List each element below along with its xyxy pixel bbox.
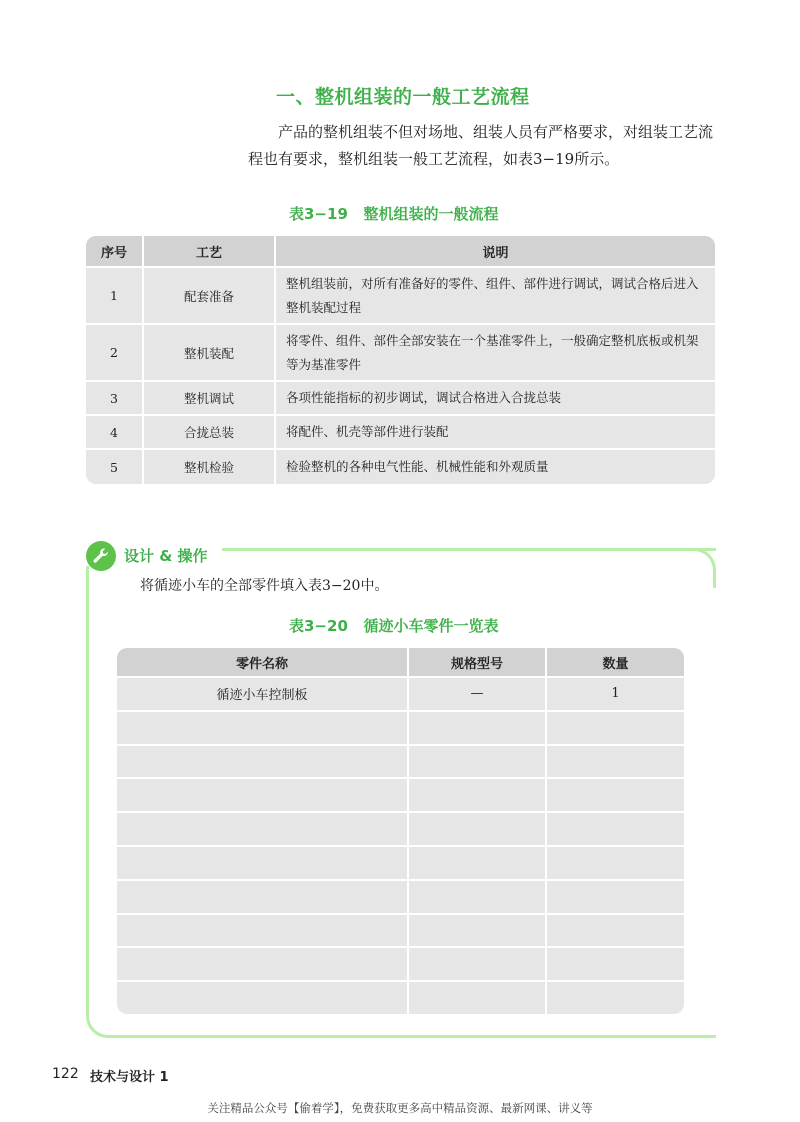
parts-row-model bbox=[409, 982, 545, 1014]
table-row-process: 配套准备 bbox=[144, 268, 274, 323]
table1-caption: 表3−19 整机组装的一般流程 bbox=[289, 205, 499, 223]
parts-row-model bbox=[409, 915, 545, 947]
header-no: 序号 bbox=[86, 236, 142, 266]
header-part-name: 零件名称 bbox=[117, 648, 407, 676]
parts-row-model bbox=[409, 948, 545, 980]
table-row-desc: 检验整机的各种电气性能、机械性能和外观质量 bbox=[276, 450, 715, 484]
footer-note: 关注精品公众号【偷着学】，免费获取更多高中精品资源、最新网课、讲义等 bbox=[207, 1101, 593, 1115]
table-row-no: 3 bbox=[86, 382, 142, 414]
parts-row-name bbox=[117, 881, 407, 913]
wrench-icon bbox=[86, 541, 116, 571]
table-row-process: 合拢总装 bbox=[144, 416, 274, 448]
parts-row-name: 循迹小车控制板 bbox=[117, 678, 407, 710]
parts-row-qty bbox=[547, 915, 684, 947]
parts-row-model bbox=[409, 881, 545, 913]
header-process: 工艺 bbox=[144, 236, 274, 266]
table-row-process: 整机调试 bbox=[144, 382, 274, 414]
parts-row-name bbox=[117, 746, 407, 778]
table-row-process: 整机检验 bbox=[144, 450, 274, 484]
process-table bbox=[86, 236, 715, 484]
parts-row-qty bbox=[547, 881, 684, 913]
parts-row-qty bbox=[547, 746, 684, 778]
parts-row-qty bbox=[547, 847, 684, 879]
table-row-no: 4 bbox=[86, 416, 142, 448]
parts-row-model bbox=[409, 746, 545, 778]
parts-row-qty: 1 bbox=[547, 678, 684, 710]
table-row-no: 1 bbox=[86, 268, 142, 323]
parts-row-qty bbox=[547, 948, 684, 980]
table-row-desc: 将配件、机壳等部件进行装配 bbox=[276, 416, 715, 448]
parts-row-model bbox=[409, 779, 545, 811]
table-row-desc: 整机组装前，对所有准备好的零件、组件、部件进行调试，调试合格后进入整机装配过程 bbox=[276, 268, 715, 323]
intro-paragraph: 产品的整机组装不但对场地、组装人员有严格要求，对组装工艺流程也有要求，整机组装一般工艺流程，如表3−19所示。 bbox=[248, 123, 714, 168]
parts-table bbox=[117, 648, 684, 1014]
table2-caption: 表3−20 循迹小车零件一览表 bbox=[289, 617, 499, 635]
design-instruction: 将循迹小车的全部零件填入表3−20中。 bbox=[140, 578, 389, 594]
parts-row-name bbox=[117, 779, 407, 811]
table-row-desc: 将零件、组件、部件全部安装在一个基准零件上，一般确定整机底板或机架等为基准零件 bbox=[276, 325, 715, 380]
book-title: 技术与设计 1 bbox=[90, 1070, 169, 1085]
design-title: 设计 & 操作 bbox=[124, 547, 208, 565]
parts-row-name bbox=[117, 948, 407, 980]
parts-row-qty bbox=[547, 712, 684, 744]
header-model: 规格型号 bbox=[409, 648, 545, 676]
section-title: 一、整机组装的一般工艺流程 bbox=[276, 86, 530, 108]
parts-row-qty bbox=[547, 779, 684, 811]
parts-row-name bbox=[117, 915, 407, 947]
parts-row-name bbox=[117, 712, 407, 744]
table-row-no: 2 bbox=[86, 325, 142, 380]
page-number: 122 bbox=[52, 1066, 79, 1082]
parts-row-model bbox=[409, 813, 545, 845]
parts-row-model bbox=[409, 712, 545, 744]
parts-row-name bbox=[117, 982, 407, 1014]
parts-row-qty bbox=[547, 982, 684, 1014]
table-row-no: 5 bbox=[86, 450, 142, 484]
parts-row-model: — bbox=[409, 678, 545, 710]
header-desc: 说明 bbox=[276, 236, 715, 266]
table-row-desc: 各项性能指标的初步调试，调试合格进入合拢总装 bbox=[276, 382, 715, 414]
parts-row-qty bbox=[547, 813, 684, 845]
parts-row-name bbox=[117, 813, 407, 845]
table-row-process: 整机装配 bbox=[144, 325, 274, 380]
parts-row-model bbox=[409, 847, 545, 879]
parts-row-name bbox=[117, 847, 407, 879]
header-quantity: 数量 bbox=[547, 648, 684, 676]
